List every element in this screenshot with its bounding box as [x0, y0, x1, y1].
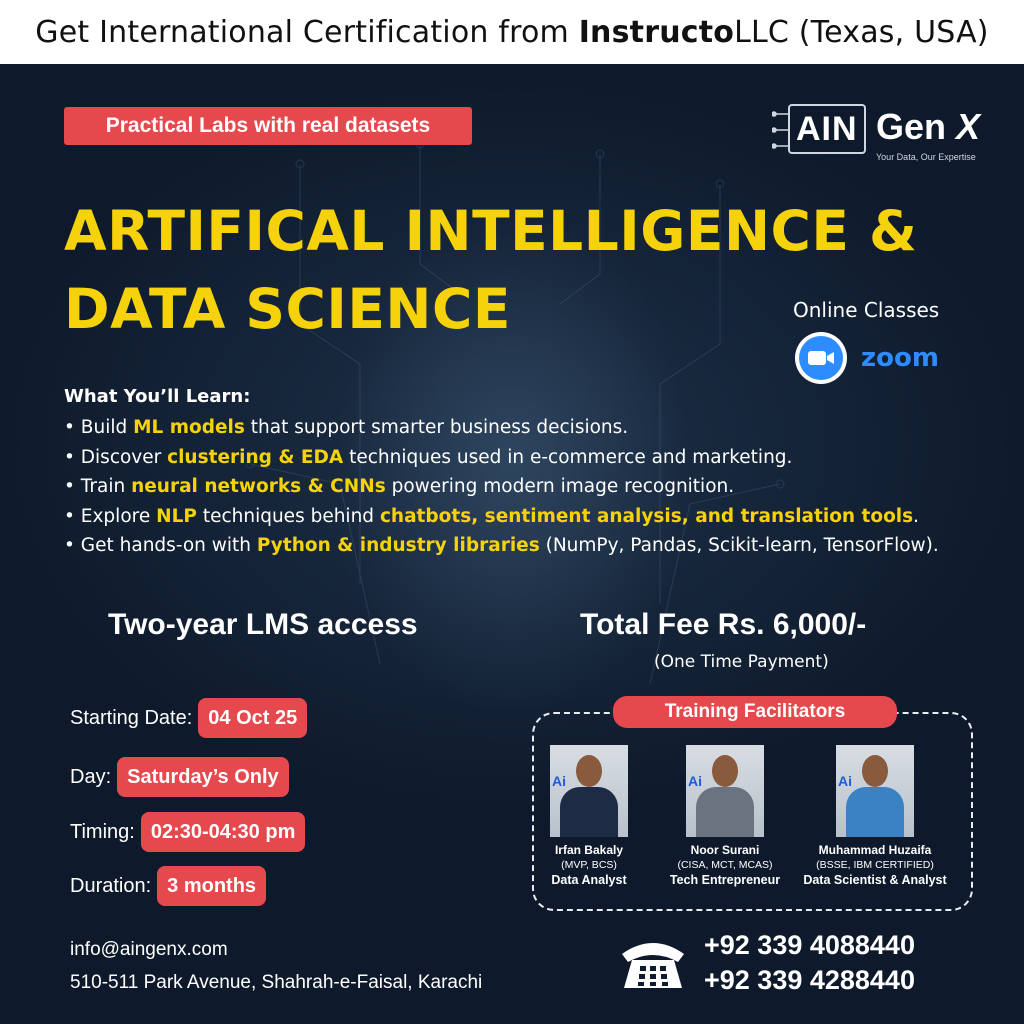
- online-classes-label: Online Classes: [793, 298, 940, 322]
- logo-genx: [876, 106, 980, 148]
- facilitator-card: [514, 745, 664, 887]
- contact-email[interactable]: info@aingenx.com: [70, 939, 228, 960]
- facilitator-role: Data Scientist & Analyst: [803, 873, 947, 887]
- course-title-line-2: DATA SCIENCE: [64, 277, 511, 341]
- facilitator-role: Data Analyst: [551, 873, 627, 887]
- timing-value: 02:30-04:30 pm: [141, 812, 306, 852]
- banner-text-pre: Get International Certification from: [35, 14, 569, 50]
- learning-item: [64, 502, 1014, 532]
- facilitator-role: Tech Entrepreneur: [669, 873, 781, 887]
- phone-number[interactable]: +92 339 4088440: [704, 930, 915, 960]
- facilitator-photo: Ai: [550, 745, 628, 837]
- learning-list: [64, 413, 1014, 561]
- logo-tagline: Your Data, Our Expertise: [876, 152, 976, 162]
- learning-text: • Explore: [64, 505, 157, 527]
- learning-item: [64, 531, 1014, 561]
- day-value: Saturday’s Only: [117, 757, 289, 797]
- aingenx-logo: [772, 100, 992, 170]
- banner-brand: Instructo: [578, 14, 735, 50]
- facilitator-photo: Ai: [836, 745, 914, 837]
- day-row: [70, 757, 289, 797]
- learning-text: powering modern image recognition.: [385, 476, 735, 497]
- learning-text: techniques used in e-commerce and marketing.: [343, 446, 793, 468]
- learning-text: techniques behind: [196, 505, 380, 527]
- logo-gen: Gen: [876, 106, 947, 147]
- highlight-text: NLP: [156, 505, 197, 527]
- facilitator-card: [800, 745, 950, 887]
- facilitators-title: Training Facilitators: [613, 696, 897, 728]
- learning-text: • Get hands-on with: [64, 535, 257, 556]
- zoom-badge: [795, 332, 939, 384]
- learning-item: [64, 472, 1014, 502]
- learning-item: [64, 443, 1014, 473]
- highlight-text: ML models: [133, 417, 245, 438]
- facilitator-name: Noor Surani: [690, 843, 760, 857]
- learning-text: that support smarter business decisions.: [244, 417, 629, 438]
- facilitator-photo: Ai: [686, 745, 764, 837]
- highlight-text: chatbots, sentiment analysis, and translation tools: [379, 505, 914, 527]
- logo-x: X: [956, 106, 981, 147]
- duration-value: 3 months: [157, 866, 266, 906]
- telephone-icon: [618, 934, 688, 992]
- learning-text: • Build: [64, 417, 134, 438]
- duration-label: Duration:: [70, 874, 152, 897]
- phone-number[interactable]: +92 339 4288440: [704, 965, 915, 995]
- timing-row: [70, 812, 305, 852]
- zoom-wordmark: zoom: [861, 343, 939, 373]
- course-title: [64, 192, 964, 348]
- highlight-text: Python & industry libraries: [256, 535, 540, 556]
- starting-date-label: Starting Date:: [70, 706, 193, 729]
- learning-heading: What You’ll Learn:: [64, 386, 251, 407]
- facilitator-card: [650, 745, 800, 887]
- total-fee-text: Total Fee Rs. 6,000/-: [580, 608, 867, 641]
- learning-text: • Discover: [64, 446, 168, 468]
- duration-row: [70, 866, 266, 906]
- starting-date-value: 04 Oct 25: [198, 698, 307, 738]
- top-banner: [0, 0, 1024, 64]
- learning-outcomes: [64, 386, 1014, 561]
- starting-date-row: [70, 698, 307, 738]
- practical-labs-badge: Practical Labs with real datasets: [64, 107, 472, 145]
- contact-phones: [704, 928, 915, 998]
- course-title-line-1: ARTIFICAL INTELLIGENCE &: [64, 199, 918, 263]
- banner-text-post: LLC (Texas, USA): [734, 14, 989, 50]
- contact-address: 510-511 Park Avenue, Shahrah-e-Faisal, Karachi: [70, 972, 483, 993]
- highlight-text: clustering & EDA: [167, 446, 344, 468]
- learning-text: • Train: [64, 476, 132, 497]
- logo-ain: AIN: [788, 104, 866, 154]
- lms-access-text: Two-year LMS access: [108, 608, 418, 641]
- highlight-text: neural networks & CNNs: [131, 476, 386, 497]
- facilitator-name: Muhammad Huzaifa: [818, 843, 932, 857]
- facilitator-credentials: (CISA, MCT, MCAS): [677, 859, 773, 871]
- zoom-camera-icon: [795, 332, 847, 384]
- fee-note: (One Time Payment): [654, 652, 829, 672]
- facilitator-credentials: (BSSE, IBM CERTIFIED): [816, 859, 934, 871]
- learning-item: [64, 413, 1014, 443]
- day-label: Day:: [70, 765, 112, 788]
- timing-label: Timing:: [70, 820, 135, 843]
- facilitator-name: Irfan Bakaly: [554, 843, 624, 857]
- poster: [0, 64, 1024, 1024]
- learning-text: .: [913, 505, 920, 527]
- learning-text: (NumPy, Pandas, Scikit-learn, TensorFlow).: [539, 535, 939, 556]
- facilitator-credentials: (MVP, BCS): [561, 859, 617, 871]
